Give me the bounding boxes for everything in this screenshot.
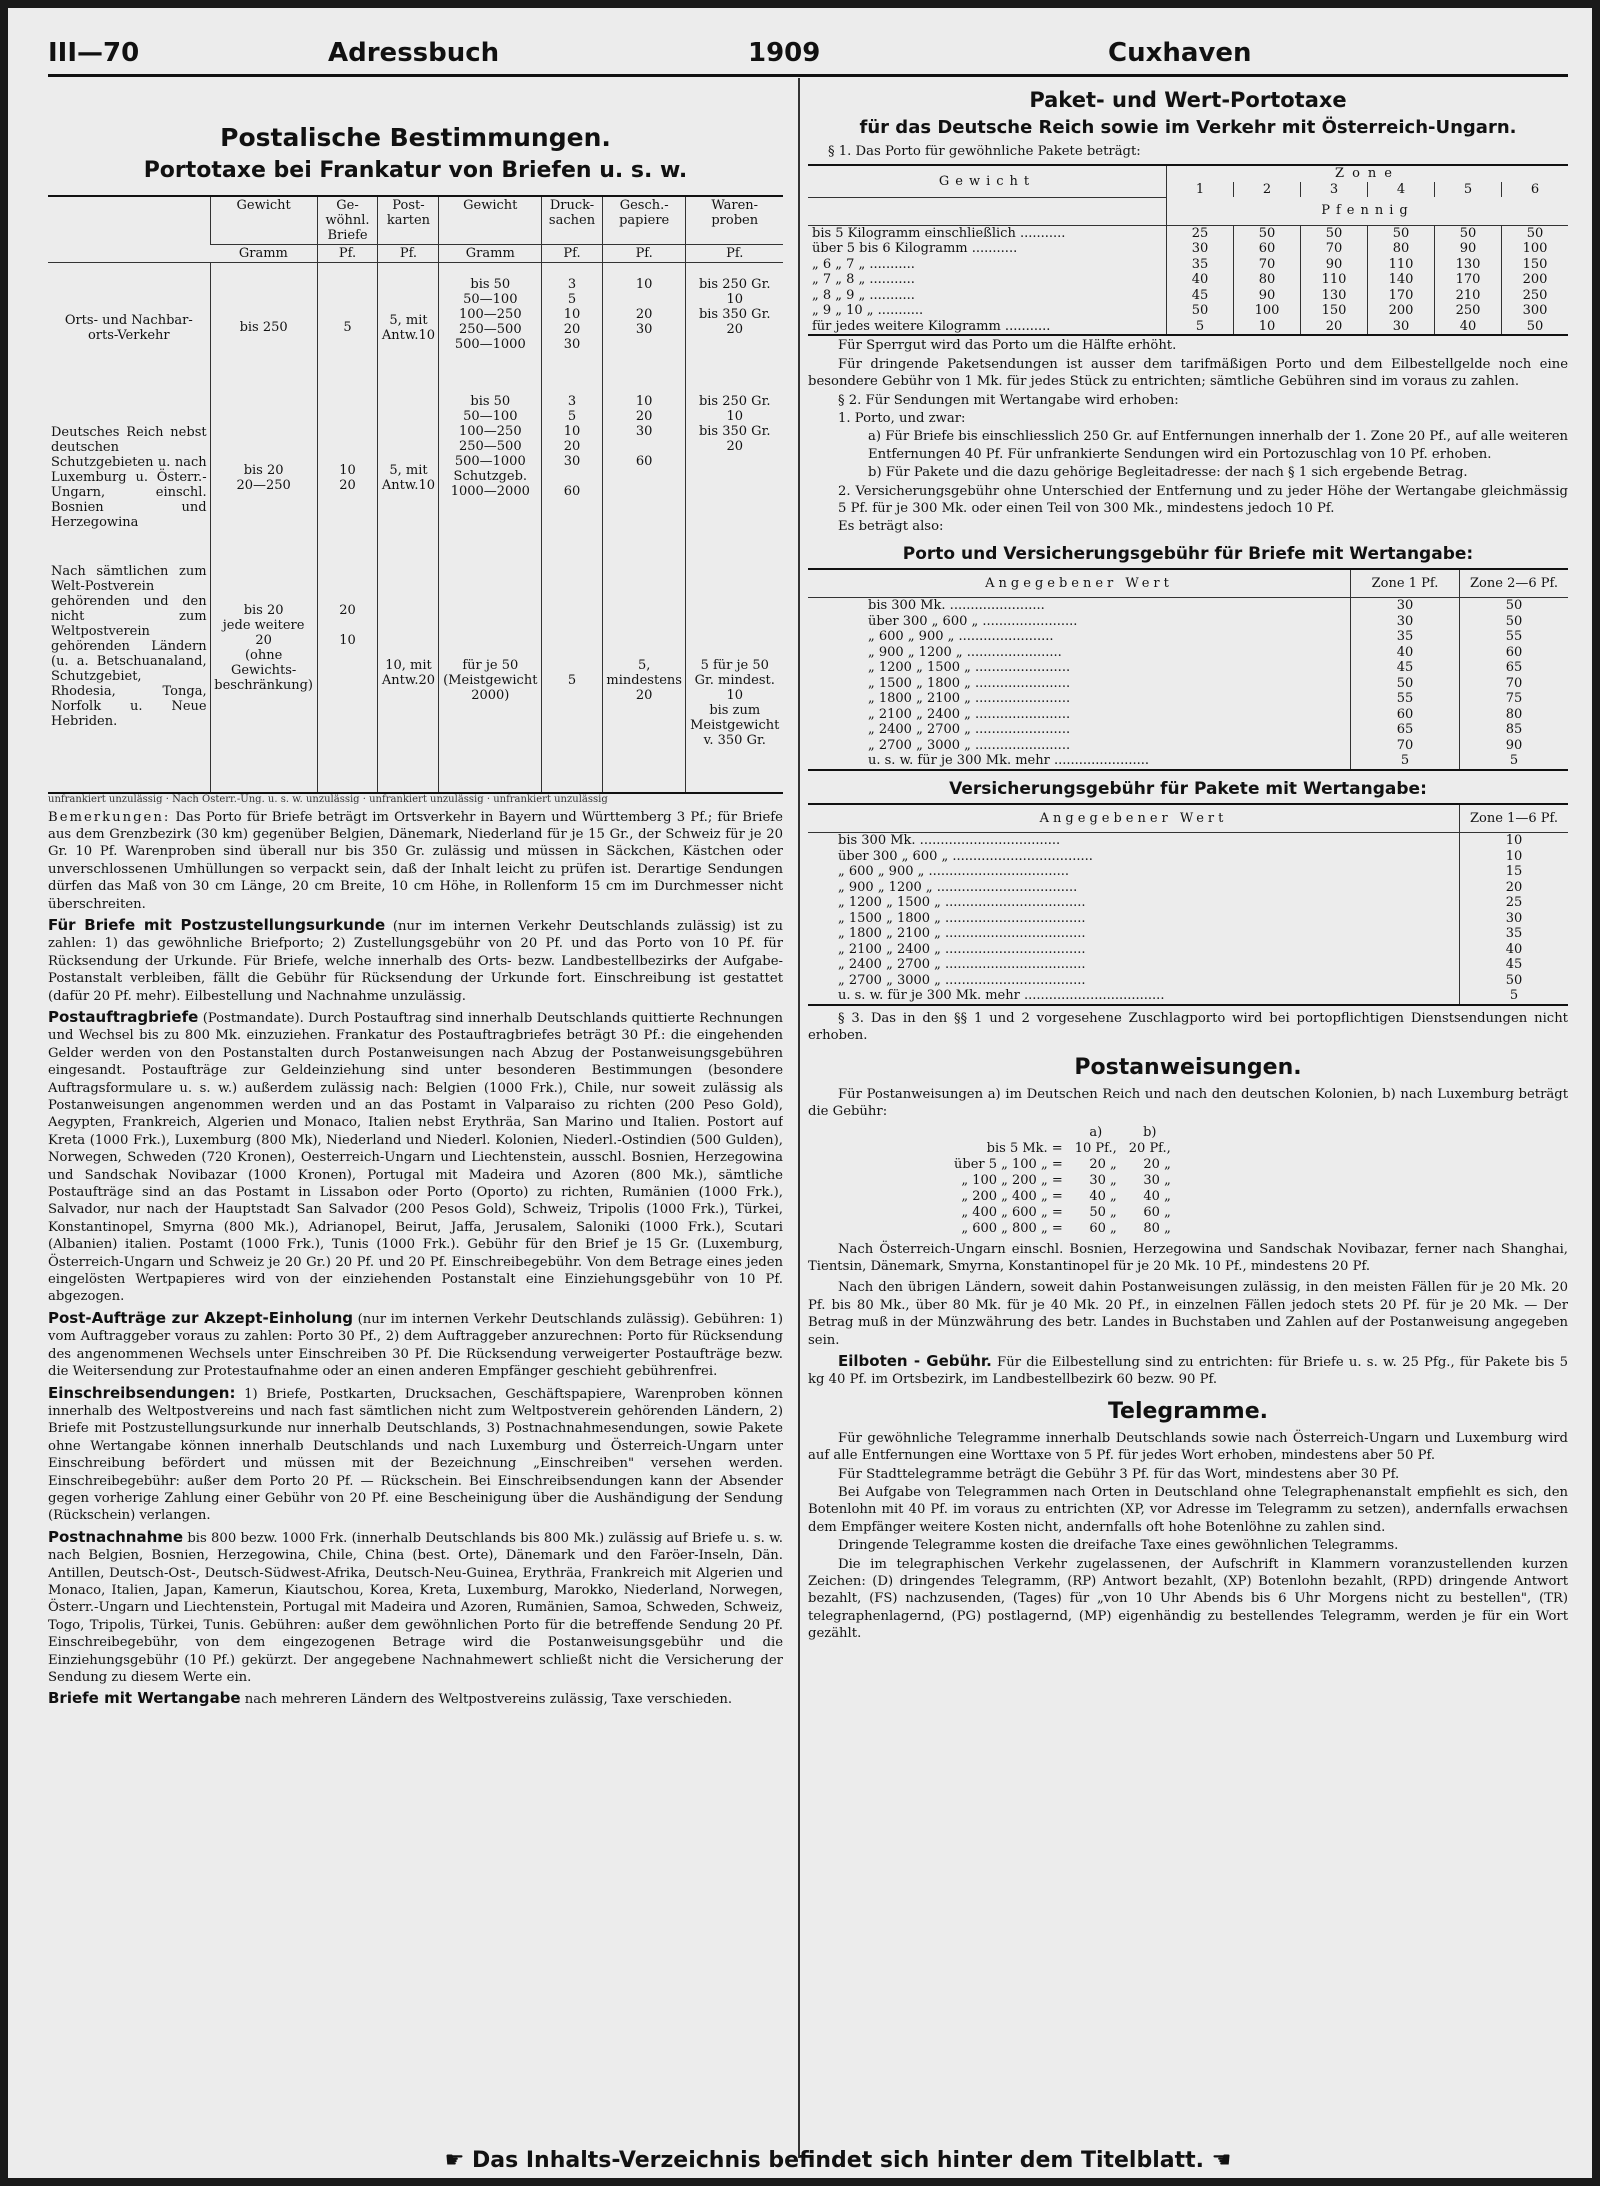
cell: 3 5 10 20 30 [542, 263, 603, 393]
cell: 10 20 [317, 393, 378, 563]
table-cell: 140 [1368, 272, 1435, 288]
right-subtitle: für das Deutsche Reich sowie im Verkehr mit Österreich-Ungarn. [859, 117, 1517, 138]
row-label: „ 8 „ 9 „ ........... [812, 287, 915, 303]
row-label: „ 2700 „ 3000 „ .................................. [838, 972, 1086, 988]
paragraph: Für Stadttelegramme beträgt die Gebühr 3 Pf. für das Wort, mindestens aber 30 Pf. [838, 1466, 1400, 1482]
row-label: Deutsches Reich nebst deutschen Schutzgebieten u. nach Luxemburg u. Österr.-Ungarn, einschl. Bosnien und Herzegowina [51, 425, 207, 530]
pointing-hand-right-icon: ☛ [444, 2148, 465, 2173]
col-header: Waren-proben [686, 196, 783, 245]
table-cell: 50 [1167, 303, 1234, 319]
table-row [948, 1221, 1177, 1237]
table-cell: 40 [1435, 319, 1502, 336]
table-cell: 50 [1460, 614, 1569, 630]
col-header: Gewicht [210, 196, 317, 245]
table-cell: 300 [1502, 303, 1569, 319]
paragraph: Dringende Telegramme kosten die dreifache Taxe eines gewöhnlichen Telegramms. [838, 1538, 1399, 1554]
table-cell: 90 [1234, 288, 1301, 304]
table-row [948, 1189, 1177, 1205]
table-row [808, 288, 1568, 304]
table-cell: 70 [1351, 738, 1460, 754]
briefe-porto-table [48, 195, 783, 794]
table-row [948, 1173, 1177, 1189]
table-cell: 30 „ [1089, 1172, 1117, 1188]
table-row [948, 1157, 1177, 1173]
zone-col: 6 [1502, 182, 1569, 198]
table-cell: 40 [1460, 942, 1569, 958]
vers-table [808, 803, 1568, 1006]
table-cell: 70 [1460, 676, 1569, 692]
table-row [948, 1141, 1177, 1157]
table-cell: 50 [1502, 319, 1569, 336]
row-label: „ 1800 „ 2100 „ ....................... [868, 691, 1071, 707]
table-cell: 30 [1167, 241, 1234, 257]
col-header [948, 1125, 1069, 1141]
table-row [808, 942, 1568, 958]
table-cell: 45 [1460, 957, 1569, 973]
table-row [48, 263, 783, 393]
row-label: „ 2700 „ 3000 „ ....................... [868, 737, 1071, 753]
nachnahme-paragraph [48, 1529, 783, 1687]
table-cell: 110 [1301, 272, 1368, 288]
zone-col: 3 [1301, 182, 1368, 198]
table-row [808, 241, 1568, 257]
postanweisungen-title: Postanweisungen. [1074, 1054, 1302, 1080]
cell: 10, mit Antw.20 [378, 563, 439, 793]
table-cell: 60 [1460, 645, 1569, 661]
unit-header: Pf. [602, 245, 686, 263]
table-cell: 80 [1234, 272, 1301, 288]
row-label: „ 600 „ 900 „ .................................. [838, 864, 1069, 880]
row-label: „ 1200 „ 1500 „ .................................. [838, 895, 1086, 911]
table-cell: 5 [1460, 988, 1569, 1005]
table-cell: 130 [1301, 288, 1368, 304]
table-cell: 50 [1301, 225, 1368, 241]
footer-note [348, 2148, 1328, 2173]
row-label: u. s. w. für je 300 Mk. mehr ....................... [868, 753, 1149, 769]
table-cell: 70 [1234, 257, 1301, 273]
row-label: „ 600 „ 900 „ ....................... [868, 629, 1054, 645]
vertical-notes: unfrankiert unzulässig · Nach Österr.-Ung. u. s. w. unzulässig · unfrankiert unzulässig · unfrankiert unzulässig [48, 793, 608, 805]
table-cell: 10 [1460, 833, 1569, 849]
telegramme-text [808, 1430, 1568, 1643]
table-cell: 200 [1502, 272, 1569, 288]
row-label: bis 300 Mk. .................................. [838, 833, 1061, 849]
table-cell: 55 [1351, 691, 1460, 707]
table-cell: 250 [1435, 303, 1502, 319]
table-row [808, 895, 1568, 911]
vertical-note: unfrankiert unzulässig [493, 793, 608, 805]
row-label: „ 1500 „ 1800 „ .................................. [838, 910, 1086, 926]
paragraph-text: nach mehreren Ländern des Weltpostvereins zulässig, Taxe verschieden. [244, 1692, 733, 1708]
section-3: § 3. Das in den §§ 1 und 2 vorgesehene Zuschlagporto wird bei portopflichtigen Dienstsendungen nicht erhoben. [808, 1010, 1568, 1044]
col-header: a) [1089, 1124, 1103, 1140]
table-row [808, 973, 1568, 989]
table-cell: 20 Pf., [1128, 1140, 1171, 1156]
zone-col: 4 [1368, 182, 1435, 198]
paragraph-lead: Bemerkungen: [48, 809, 171, 825]
table-cell: 30 [1368, 319, 1435, 336]
col-header: Angegebener Wert [808, 804, 1460, 833]
paragraph-text: (nur im internen Verkehr Deutschlands zulässig) ist zu zahlen: 1) das gewöhnliche Briefporto; 2) Zustellungsgebühr von 20 Pf. und das Porto von 10 Pf. für Rücksendung der Urkunde. Für Briefe, welche innerhalb des Orts- bezw. Landbestellbezirks der Aufgabe-Postanstalt verbleiben, fällt die Gebühr für Rücksendung der Urkunde fort. Einschreibung ist gestattet (dafür 20 Pf. mehr). Eilbestellung und Nachnahme unzulässig. [48, 918, 783, 1004]
table-row [808, 911, 1568, 927]
paragraph: b) Für Pakete und die dazu gehörige Begleitadresse: der nach § 1 sich ergebende Betrag. [868, 465, 1468, 481]
row-label: „ 2100 „ 2400 „ ....................... [868, 706, 1071, 722]
table-cell: 55 [1460, 629, 1569, 645]
col-header: Ge-wöhnl. Briefe [317, 196, 378, 245]
paragraph: a) Für Briefe bis einschliesslich 250 Gr. auf Entfernungen innerhalb der 1. Zone 20 Pf., auf alle weiteren Entfernungen 40 Pf. Für unfrankierte Sendungen wird ein Portozuschlag von 10 Pf. erhoben. [868, 429, 1568, 462]
row-label: über 5 bis 6 Kilogramm ........... [812, 241, 1018, 257]
table-cell: 250 [1502, 288, 1569, 304]
row-label: „ 7 „ 8 „ ........... [812, 272, 915, 288]
left-subtitle: Portotaxe bei Frankatur von Briefen u. s. w. [143, 158, 688, 183]
paragraph: Die im telegraphischen Verkehr zugelassenen, der Aufschrift in Klammern voranzustellenden kurzen Zeichen: (D) dringendes Telegramm, (RP) Antwort bezahlt, (XP) Botenlohn bezahlt, (RPD) dringende Antwort bezahlt, (FS) nachzusenden, (Tages) für „von 10 Uhr Abends bis 6 Uhr Morgens nicht zu bestellen", (TR) telegraphenlagernd, (PG) postlagernd, (MP) eigenhändig zu bestellendes Telegramm, werden je für ein Wort gezählt. [808, 1556, 1568, 1642]
paragraph-lead: Eilboten - Gebühr. [838, 1351, 992, 1370]
wertangabe-paragraph [48, 1690, 783, 1708]
paragraph: 1. Porto, und zwar: [838, 411, 966, 427]
page-header [48, 38, 1252, 78]
left-title: Postalische Bestimmungen. [220, 123, 611, 152]
right-column [808, 83, 1568, 2153]
brief-wert-table [808, 568, 1568, 771]
row-label: u. s. w. für je 300 Mk. mehr .................................. [838, 988, 1165, 1004]
year: 1909 [748, 38, 821, 68]
table-cell: 110 [1368, 257, 1435, 273]
row-label: „ 1500 „ 1800 „ ....................... [868, 675, 1071, 691]
col-header: Angegebener Wert [808, 569, 1351, 598]
document-page [8, 8, 1592, 2178]
akzept-paragraph [48, 1310, 783, 1381]
table-row [808, 303, 1568, 319]
table-row [808, 319, 1568, 336]
table-cell: „ 600 „ 800 „ = [961, 1220, 1063, 1236]
row-label: Orts- und Nachbar-orts-Verkehr [64, 312, 193, 343]
paragraph: Für Sperrgut wird das Porto um die Hälfte erhöht. [838, 338, 1177, 354]
table-cell: 90 [1460, 738, 1569, 754]
table-cell: 100 [1234, 303, 1301, 319]
col-header: Post-karten [378, 196, 439, 245]
brief-rows [808, 598, 1568, 770]
table-cell: 45 [1351, 660, 1460, 676]
cell: bis 250 Gr. 10 bis 350 Gr. 20 [686, 393, 783, 563]
row-label: „ 2400 „ 2700 „ ....................... [868, 722, 1071, 738]
unit-header: Pf. [378, 245, 439, 263]
column-divider [798, 78, 800, 2158]
table-cell: 45 [1167, 288, 1234, 304]
table-row [808, 614, 1568, 630]
row-label: „ 900 „ 1200 „ ....................... [868, 644, 1062, 660]
table-cell: 50 [1460, 973, 1569, 989]
book-name: Adressbuch [328, 38, 500, 68]
table-cell: 35 [1460, 926, 1569, 942]
table-row [808, 753, 1568, 770]
paragraph-lead: Für Briefe mit Postzustellungsurkunde [48, 915, 386, 934]
table-cell: 50 [1234, 225, 1301, 241]
unit-header: Pf. [542, 245, 603, 263]
postzustellung-paragraph [48, 917, 783, 1005]
table-cell: 80 [1368, 241, 1435, 257]
postanweisung-table [948, 1125, 1177, 1237]
table-row [808, 272, 1568, 288]
cell: bis 250 Gr. 10 bis 350 Gr. 20 [686, 263, 783, 393]
table-cell: 30 [1351, 598, 1460, 614]
table-cell: 20 „ [1143, 1156, 1171, 1172]
footer-text: Das Inhalts-Verzeichnis befindet sich hinter dem Titelblatt. [471, 2148, 1204, 2173]
table-cell: 30 [1460, 911, 1569, 927]
table-row [808, 722, 1568, 738]
cell: 5 [317, 263, 378, 393]
table-cell: 5 [1351, 753, 1460, 770]
paragraph: Für dringende Paketsendungen ist ausser dem tarifmäßigen Porto und dem Eilbestellgelde noch eine besondere Gebühr von 1 Mk. für jedes Stück zu entrichten; sämtliche Gebühren sind im voraus zu zahlen. [808, 356, 1568, 390]
einschreib-paragraph [48, 1385, 783, 1525]
col-header: b) [1143, 1124, 1157, 1140]
table-cell: 35 [1351, 629, 1460, 645]
table-cell: 170 [1435, 272, 1502, 288]
table-row [808, 645, 1568, 661]
table-cell: 85 [1460, 722, 1569, 738]
cell: bis 50 50—100 100—250 250—500 500—1000 Schutzgeb. 1000—2000 [439, 393, 542, 563]
table-row [808, 957, 1568, 973]
cell: 5 für je 50 Gr. mindest. 10 bis zum Meistgewicht v. 350 Gr. [686, 563, 783, 793]
pa-text: Nach Österreich-Ungarn einschl. Bosnien, Herzegowina und Sandschak Novibazar, ferner nach Shanghai, Tientsin, Dänemark, Smyrna, Konstantinopel für je 20 Mk. 10 Pf., mindestens 20 Pf. [808, 1241, 1568, 1274]
col-header: Druck-sachen [542, 196, 603, 245]
paragraph-lead: Einschreibsendungen: [48, 1383, 236, 1402]
vertical-note: unfrankiert unzulässig [369, 793, 484, 805]
row-label: „ 2400 „ 2700 „ .................................. [838, 957, 1086, 973]
row-label: Nach sämtlichen zum Welt-Postverein gehörenden und den nicht zum Weltpostverein gehörenden Ländern (u. a. Betschuanaland, Schutzgebiet, Rhodesia, Tonga, Norfolk u. Neue Hebriden. [51, 563, 207, 729]
col-header: Gewicht [439, 196, 542, 245]
row-label-header [48, 196, 210, 263]
row-label: „ 9 „ 10 „ ........... [812, 303, 924, 319]
table-row [808, 833, 1568, 849]
table-cell: 170 [1368, 288, 1435, 304]
table-cell: 10 Pf., [1074, 1140, 1117, 1156]
page-number: III—70 [48, 38, 140, 68]
cell: bis 250 [210, 263, 317, 393]
weight-col-header: Gewicht [808, 165, 1167, 197]
paragraph-text: 1) Briefe, Postkarten, Drucksachen, Geschäftspapiere, Warenproben können innerhalb des Weltpostvereins und nach fast sämtlichen nicht zum Weltpostverein gehörenden Ländern, 2) Briefe mit Postzustellungsurkunde nur innerhalb Deutschlands, 3) Postnachnahmesendungen, sowie Pakete ohne Wertangabe können innerhalb Deutschlands und nach Luxemburg und Österreich-Ungarn unter Einschreibung befördert und müssen mit der Bezeichnung „Einschreiben" versehen werden. Einschreibegebühr: außer dem Porto 20 Pf. — Rückschein. Bei Einschreibsendungen kann der Absender gegen vorherige Zahlung einer Gebühr von 20 Pf. eine Bescheinigung über die Aushändigung der Sendung (Rückschein) verlangen. [48, 1386, 783, 1524]
table-row [808, 598, 1568, 614]
cell: 5, mit Antw.10 [378, 263, 439, 393]
row-label: „ 900 „ 1200 „ .................................. [838, 879, 1078, 895]
brief-wert-title: Porto und Versicherungsgebühr für Briefe mit Wertangabe: [902, 543, 1474, 564]
paragraph: Bei Aufgabe von Telegrammen nach Orten in Deutschland ohne Telegraphenanstalt empfiehlt es sich, den Botenlohn mit 40 Pf. im voraus zu entrichten (XP, vor Adresse im Telegramm zu setzen), andernfalls erwachsen dem Empfänger weitere Kosten nicht, andernfalls oft hohe Botenlöhne zu zahlen sind. [808, 1484, 1568, 1535]
zone-col: 5 [1435, 182, 1502, 198]
table-cell: 150 [1301, 303, 1368, 319]
paragraph-text: Für die Eilbestellung sind zu entrichten: für Briefe u. s. w. 25 Pfg., für Pakete bis 5 kg 40 Pf. im Ortsbezirk, im Landbestellbezirk 60 bezw. 90 Pf. [808, 1354, 1568, 1388]
row-label: „ 1800 „ 2100 „ .................................. [838, 926, 1086, 942]
table-cell: 150 [1502, 257, 1569, 273]
pa-intro: Für Postanweisungen a) im Deutschen Reich und nach den deutschen Kolonien, b) nach Luxemburg beträgt die Gebühr: [808, 1086, 1568, 1120]
cell: 20 10 [317, 563, 378, 793]
table-cell: „ 200 „ 400 „ = [961, 1188, 1063, 1204]
vertical-note: Nach Österr.-Ung. u. s. w. unzulässig [172, 793, 360, 805]
col-header: Zone 1—6 Pf. [1460, 804, 1569, 833]
cell: 5 [542, 563, 603, 793]
pointing-hand-left-icon: ☚ [1211, 2148, 1232, 2173]
table-cell: 80 „ [1143, 1220, 1171, 1236]
vertical-note: unfrankiert unzulässig [48, 793, 163, 805]
paragraph: 2. Versicherungsgebühr ohne Unterschied der Entfernung und zu jeder Höhe der Wertangabe gleichmässig 5 Pf. für je 300 Mk. oder einen Teil von 300 Mk., mindestens jedoch 10 Pf. [838, 483, 1568, 517]
paket-porto-table [808, 164, 1568, 336]
table-cell: 60 [1234, 241, 1301, 257]
paragraph-text: Das Porto für Briefe beträgt im Ortsverkehr in Bayern und Württemberg 3 Pf.; für Briefe aus dem Grenzbezirk (30 km) gegenüber Belgien, Dänemark, Niederland für je 15 Gr., der Schweiz für je 20 Gr. 10 Pf. Warenproben sind überall nur bis 350 Gr. zulässig und müssen in Säckchen, Kästchen oder unverschlossenen Umhüllungen so verpackt sein, daß der Inhalt leicht zu prüfen ist. Derartige Sendungen dürfen das Maß von 30 cm Länge, 20 cm Breite, 10 cm Höhe, in Rollenform 15 cm im Durchmesser nicht überschreiten. [48, 809, 783, 912]
table-row [808, 738, 1568, 754]
table-cell: 50 [1368, 225, 1435, 241]
table-cell: 20 „ [1089, 1156, 1117, 1172]
table-cell: 15 [1460, 864, 1569, 880]
postauftrag-paragraph [48, 1009, 783, 1306]
unit-header: Pf. [686, 245, 783, 263]
zone-col: 2 [1234, 182, 1301, 198]
table-cell: 90 [1435, 241, 1502, 257]
paragraph-lead: Postnachnahme [48, 1527, 184, 1546]
row-label: für jedes weitere Kilogramm ........... [812, 318, 1051, 334]
cell: bis 20 jede weitere 20 (ohne Gewichts-beschränkung) [210, 563, 317, 793]
table-cell: 50 [1351, 676, 1460, 692]
table-cell: 210 [1435, 288, 1502, 304]
left-column [48, 83, 783, 2153]
table-cell: 40 „ [1089, 1188, 1117, 1204]
table-row [808, 988, 1568, 1005]
table-cell: 40 [1351, 645, 1460, 661]
table-row [808, 880, 1568, 896]
table-cell: „ 400 „ 600 „ = [961, 1204, 1063, 1220]
table-cell: 10 [1460, 849, 1569, 865]
cell: 3 5 10 20 30 60 [542, 393, 603, 563]
after-paket-text [808, 337, 1568, 535]
table-cell: 50 [1435, 225, 1502, 241]
table-row [948, 1205, 1177, 1221]
table-cell: 10 [1234, 319, 1301, 336]
table-cell: 5 [1460, 753, 1569, 770]
table-row [808, 864, 1568, 880]
table-cell: 65 [1460, 660, 1569, 676]
table-cell: 50 „ [1089, 1204, 1117, 1220]
cell: für je 50 (Meistgewicht 2000) [439, 563, 542, 793]
paragraph-lead: Briefe mit Wertangabe [48, 1689, 241, 1708]
remarks-paragraph [48, 809, 783, 913]
pa-rows [948, 1141, 1177, 1237]
table-cell: 80 [1460, 707, 1569, 723]
row-label: über 300 „ 600 „ .................................. [838, 848, 1093, 864]
table-cell: „ 100 „ 200 „ = [961, 1172, 1063, 1188]
paragraph-text: (Postmandate). Durch Postauftrag sind innerhalb Deutschlands quittierte Rechnungen und Wechsel bis zu 800 Mk. einzuziehen. Frankatur des Postauftragbriefes beträgt 30 Pf.: die eingehenden Gelder werden von den Postanstalten durch Postanweisungen nach Abzug der Postanweisungsgebühren eingesandt. Postaufträge zur Geldeinziehung sind unter besonderen Bestimmungen (besondere Auftragsformulare u. s. w.) außerdem zulässig nach: Belgien (1000 Frk.), Chile, nur soweit zulässig als Postanweisungen angenommen werden und an das Postamt in Valparaiso zu richten (200 Peso Gold), Aegypten, Frankreich, Algerien und Monaco, Italien nebst Erythräa, San Marino und Italien. Postort auf Kreta (1000 Frk.), Luxemburg (800 Mk), Niederland und Niederl. Kolonien, Niederl.-Ostindien (500 Gulden), Norwegen, Schweden (720 Kronen), Oesterreich-Ungarn und Liechtenstein, ausschl. Bosnien, Herzegowina und Sandschak Novibazar (1000 Kronen), Portugal mit Madeira und Azoren (800 Mk.), sämtliche Postaufträge sind an das Postamt in Lissabon oder Porto (Oporto) zu richten, Rumänien (1000 Frk.), Salvador, nur nach der Hauptstadt San Salvador (200 Pesos Gold), Schweiz, Tripolis (1000 Frk.), Türkei, Konstantinopel, Smyrna (800 Mk.), Adrianopel, Beirut, Jaffa, Jerusalem, Saloniki (1000 Frk.), Scutari (Albanien) italien. Postamt (1000 Frk.), Tunis (1000 Frk.). Gebühr für den Brief je 15 Gr. (Luxemburg, Österreich-Ungarn und Schweiz je 20 Gr.) 20 Pf. und 20 Pf. Einschreibegebühr. Von dem Betrage eines jeden eingelösten Wertpapieres wird von der einziehenden Postanstalt eine Einziehungsgebühr von 10 Pf. abgezogen. [48, 1010, 783, 1305]
right-title: Paket- und Wert-Portotaxe [1029, 88, 1347, 112]
table-cell: 20 [1301, 319, 1368, 336]
pa-text: Nach den übrigen Ländern, soweit dahin Postanweisungen zulässig, in den meisten Fällen für je 20 Mk. 20 Pf. bis 80 Mk., über 80 Mk. für je 40 Mk. 20 Pf., in einzelnen Fällen jedoch stets 20 Pf. für je 20 Mk. — Der Betrag muß in der Münzwährung des betr. Landes in Buchstaben und Zahlen auf der Postanweisung angegeben sein. [808, 1280, 1568, 1348]
row-label: bis 300 Mk. ....................... [868, 598, 1045, 614]
header-rule [48, 74, 1568, 77]
table-cell: 90 [1301, 257, 1368, 273]
table-row [48, 563, 783, 793]
row-label: „ 6 „ 7 „ ........... [812, 256, 915, 272]
table-row [808, 225, 1568, 241]
cell: 5, mit Antw.10 [378, 393, 439, 563]
unit-header: Pfennig [1167, 197, 1569, 225]
table-row [808, 660, 1568, 676]
table-cell: 30 [1351, 614, 1460, 630]
table-row [808, 849, 1568, 865]
table-cell: 70 [1301, 241, 1368, 257]
eilboten-paragraph [808, 1353, 1568, 1389]
table-cell: 75 [1460, 691, 1569, 707]
table-cell: 25 [1460, 895, 1569, 911]
table-row [808, 676, 1568, 692]
table-cell: 100 [1502, 241, 1569, 257]
table-row [808, 629, 1568, 645]
table-row [808, 691, 1568, 707]
table-cell: 30 „ [1143, 1172, 1171, 1188]
table-cell: 20 [1460, 880, 1569, 896]
paragraph-text: (nur im internen Verkehr Deutschlands zulässig). Gebühren: 1) vom Auftraggeber voraus zu zahlen: Porto 30 Pf., 2) dem Auftraggeber anzurechnen: Porto für Rücksendung des angenommenen Wechsels unter Einschreiben 30 Pf. Die Rücksendung verweigerter Postaufträge bezw. die Weitersendung zur Protestaufnahme oder an einen anderen Empfänger geschieht gebührenfrei. [48, 1311, 783, 1380]
paragraph: § 2. Für Sendungen mit Wertangabe wird erhoben: [838, 392, 1179, 408]
section-1: § 1. Das Porto für gewöhnliche Pakete beträgt: [828, 144, 1141, 159]
table-cell: 200 [1368, 303, 1435, 319]
cell: bis 50 50—100 100—250 250—500 500—1000 [439, 263, 542, 393]
col-header: Zone 2—6 Pf. [1460, 569, 1569, 598]
table-cell: 40 [1167, 272, 1234, 288]
table-row [808, 257, 1568, 273]
table-cell: 130 [1435, 257, 1502, 273]
zone-col: 1 [1167, 182, 1234, 198]
cell: bis 20 20—250 [210, 393, 317, 563]
table-cell: 50 [1460, 598, 1569, 614]
paragraph-lead: Postauftragbriefe [48, 1007, 199, 1026]
col-header: Gesch.-papiere [602, 196, 686, 245]
table-cell: über 5 „ 100 „ = [954, 1156, 1063, 1172]
vers-rows [808, 833, 1568, 1005]
row-label: „ 1200 „ 1500 „ ....................... [868, 660, 1071, 676]
paragraph: Für gewöhnliche Telegramme innerhalb Deutschlands sowie nach Österreich-Ungarn und Luxemburg wird auf alle Entfernungen eine Worttaxe von 5 Pf. für jedes Wort erhoben, mindestens aber 50 Pf. [808, 1430, 1568, 1464]
unit-header: Pf. [317, 245, 378, 263]
table-cell: 5 [1167, 319, 1234, 336]
table-cell: 25 [1167, 225, 1234, 241]
table-cell: 60 [1351, 707, 1460, 723]
paket-rows [808, 225, 1568, 335]
table-cell: bis 5 Mk. = [986, 1140, 1063, 1156]
paragraph-text: bis 800 bezw. 1000 Frk. (innerhalb Deutschlands bis 800 Mk.) zulässig auf Briefe u. s. w. nach Belgien, Bosnien, Herzegowina, Chile, China (best. Orte), Dänemark und den Faröer-Inseln, Dän. Antillen, Deutsch-Ost-, Deutsch-Südwest-Afrika, Deutsch-Neu-Guinea, Erythräa, Frankreich mit Algerien und Monaco, Italien, Japan, Kamerun, Kiautschou, Korea, Kreta, Luxemburg, Marokko, Niederland, Norwegen, Österr.-Ungarn und Liechtenstein, Portugal mit Madeira und Azoren, Rumänien, Samoa, Schweden, Schweiz, Togo, Tripolis, Türkei, Tunis. Gebühren: außer dem gewöhnlichen Porto für die betreffende Sendung 20 Pf. Einschreibegebühr, von dem eingezogenen Betrage wird die Postanweisungsgebühr und die Einziehungsgebühr (10 Pf.) gekürzt. Der angegebene Nachnahmewert schließt nicht die Versicherung der Sendung zu diesem Werte ein. [48, 1530, 783, 1685]
cell: 10 20 30 60 [602, 393, 686, 563]
row-label: über 300 „ 600 „ ....................... [868, 613, 1078, 629]
paragraph: Es beträgt also: [838, 519, 944, 535]
row-label: „ 2100 „ 2400 „ .................................. [838, 941, 1086, 957]
cell: 5, mindestens 20 [602, 563, 686, 793]
telegramme-title: Telegramme. [1107, 1398, 1269, 1424]
table-row [808, 926, 1568, 942]
table-cell: 60 „ [1143, 1204, 1171, 1220]
cell: 10 20 30 [602, 263, 686, 393]
table-row [48, 393, 783, 563]
table-cell: 60 „ [1089, 1220, 1117, 1236]
table-cell: 65 [1351, 722, 1460, 738]
zone-header: Zone [1167, 165, 1569, 182]
table-cell: 50 [1502, 225, 1569, 241]
table-row [808, 707, 1568, 723]
col-header: Zone 1 Pf. [1351, 569, 1460, 598]
table-cell: 40 „ [1143, 1188, 1171, 1204]
paragraph-lead: Post-Aufträge zur Akzept-Einholung [48, 1308, 354, 1327]
unit-header: Gramm [439, 245, 542, 263]
row-label: bis 5 Kilogramm einschließlich ........... [812, 225, 1066, 241]
vers-title: Versicherungsgebühr für Pakete mit Wertangabe: [949, 778, 1427, 799]
table-cell: 35 [1167, 257, 1234, 273]
city-name: Cuxhaven [1108, 38, 1252, 68]
unit-header: Gramm [210, 245, 317, 263]
